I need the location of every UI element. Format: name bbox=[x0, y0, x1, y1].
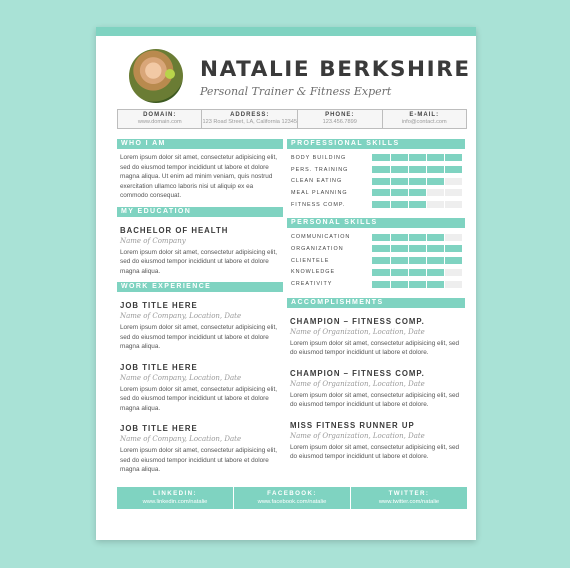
skill-bar-fill bbox=[372, 245, 462, 252]
skill-bar-divider bbox=[408, 201, 409, 208]
job-text: Lorem ipsum dolor sit amet, consectetur adipisicing elit, sed do eiusmod tempor incididunt ut labore et dolore magna aliqua. bbox=[120, 385, 277, 412]
skill-row bbox=[291, 164, 462, 176]
education-title: BACHELOR OF HEALTH bbox=[120, 225, 229, 235]
skill-name: CREATIVITY bbox=[291, 281, 333, 288]
skill-bar-fill bbox=[372, 201, 426, 208]
skill-row bbox=[291, 199, 462, 211]
social-label: LINKEDIN: bbox=[153, 490, 197, 497]
resume-name: NATALIE BERKSHIRE bbox=[200, 57, 471, 82]
accomplishment-title: CHAMPION – FITNESS COMP. bbox=[290, 316, 425, 326]
skill-bar-divider bbox=[408, 269, 409, 276]
skill-bar-divider bbox=[444, 281, 445, 288]
job-company: Name of Company, Location, Date bbox=[120, 373, 242, 382]
skill-bar-divider bbox=[390, 234, 391, 241]
section-heading-work: WORK EXPERIENCE bbox=[117, 282, 283, 292]
accomplishment-entry bbox=[287, 369, 465, 410]
accomplishment-text: Lorem ipsum dolor sit amet, consectetur adipisicing elit, sed do eiusmod tempor incididunt ut labore et dolore. bbox=[290, 443, 460, 461]
job-entry bbox=[117, 363, 283, 414]
skill-bar-fill bbox=[372, 189, 426, 196]
skill-bar-divider bbox=[390, 154, 391, 161]
social-link[interactable]: www.twitter.com/natalie bbox=[378, 499, 440, 505]
skill-bar bbox=[372, 257, 462, 264]
accomplishment-org: Name of Organization, Location, Date bbox=[290, 327, 425, 336]
skill-bar-divider bbox=[390, 281, 391, 288]
skill-name: CLIENTELE bbox=[291, 257, 330, 264]
skill-bar bbox=[372, 178, 462, 185]
skill-bar-fill bbox=[372, 257, 462, 264]
skill-row bbox=[291, 267, 462, 279]
social-linkedin[interactable] bbox=[117, 487, 233, 509]
social-link[interactable]: www.linkedin.com/natalie bbox=[142, 499, 208, 505]
skill-bar bbox=[372, 166, 462, 173]
skill-bar bbox=[372, 201, 462, 208]
skill-bar-divider bbox=[426, 257, 427, 264]
skill-bar bbox=[372, 269, 462, 276]
skill-name: PERS. TRAINING bbox=[291, 166, 349, 173]
section-heading-professional-skills: PROFESSIONAL SKILLS bbox=[287, 139, 465, 149]
accomplishments-list bbox=[287, 317, 465, 462]
resume-sheet bbox=[96, 27, 476, 540]
who-i-am-text: Lorem ipsum dolor sit amet, consectetur adipisicing elit, sed do eiusmod tempor incididunt ut labore et dolore magna aliqua. Ut enim ad minim veniam, quis nostrud exercitation ullamco laboris nisi ut aliquip ex ea commodo consequat. bbox=[120, 154, 277, 199]
info-value: info@contact.com bbox=[401, 119, 447, 125]
skill-name: FITNESS COMP. bbox=[291, 201, 346, 208]
social-label: FACEBOOK: bbox=[267, 490, 317, 497]
skill-bar-divider bbox=[390, 201, 391, 208]
skill-row bbox=[291, 175, 462, 187]
job-entry bbox=[117, 301, 283, 352]
skill-bar-divider bbox=[426, 245, 427, 252]
accomplishment-title: CHAMPION – FITNESS COMP. bbox=[290, 368, 425, 378]
skill-bar-divider bbox=[408, 234, 409, 241]
info-domain bbox=[118, 110, 202, 128]
skill-row bbox=[291, 243, 462, 255]
job-entry bbox=[117, 424, 283, 475]
skill-name: MEAL PLANNING bbox=[291, 189, 348, 196]
skill-bar-divider bbox=[390, 257, 391, 264]
skill-bar-divider bbox=[408, 281, 409, 288]
skill-bar-divider bbox=[408, 257, 409, 264]
skill-bar-divider bbox=[390, 166, 391, 173]
social-facebook[interactable] bbox=[234, 487, 350, 509]
skill-bar-divider bbox=[408, 189, 409, 196]
skill-name: ORGANIZATION bbox=[291, 245, 344, 252]
skill-row bbox=[291, 255, 462, 267]
personal-skills-list bbox=[287, 228, 465, 289]
skill-bar-divider bbox=[390, 269, 391, 276]
accomplishment-entry bbox=[287, 421, 465, 462]
skill-bar-divider bbox=[444, 269, 445, 276]
skill-bar-divider bbox=[426, 269, 427, 276]
top-accent-bar bbox=[96, 27, 476, 36]
skill-bar bbox=[372, 154, 462, 161]
job-company: Name of Company, Location, Date bbox=[120, 312, 242, 320]
section-heading-personal-skills: PERSONAL SKILLS bbox=[287, 218, 465, 228]
skill-name: COMMUNICATION bbox=[291, 234, 351, 241]
education-text: Lorem ipsum dolor sit amet, consectetur adipisicing elit, sed do eiusmod tempor incididunt ut labore et dolore magna aliqua. bbox=[120, 248, 277, 275]
info-phone bbox=[298, 110, 382, 128]
skill-bar-divider bbox=[426, 281, 427, 288]
skill-bar-divider bbox=[426, 234, 427, 241]
profile-photo bbox=[129, 49, 183, 103]
skill-bar-divider bbox=[408, 178, 409, 185]
skill-bar-divider bbox=[426, 178, 427, 185]
job-title: JOB TITLE HERE bbox=[120, 424, 198, 433]
education-company: Name of Company bbox=[120, 236, 186, 245]
job-company: Name of Company, Location, Date bbox=[120, 435, 242, 443]
skill-bar-divider bbox=[390, 189, 391, 196]
skill-bar-divider bbox=[444, 257, 445, 264]
info-label: DOMAIN: bbox=[143, 112, 177, 118]
skill-bar-divider bbox=[444, 178, 445, 185]
resume-subtitle: Personal Trainer & Fitness Expert bbox=[200, 85, 392, 98]
job-text: Lorem ipsum dolor sit amet, consectetur adipisicing elit, sed do eiusmod tempor incididunt ut labore et dolore magna aliqua. bbox=[120, 447, 277, 473]
info-label: E-MAIL: bbox=[409, 112, 440, 118]
skill-bar-divider bbox=[444, 234, 445, 241]
section-heading-who-i-am: WHO I AM bbox=[117, 139, 283, 149]
social-twitter[interactable] bbox=[351, 487, 467, 509]
skill-bar-divider bbox=[444, 245, 445, 252]
contact-info-bar bbox=[117, 109, 467, 129]
social-link[interactable]: www.facebook.com/natalie bbox=[257, 499, 327, 505]
section-heading-education: MY EDUCATION bbox=[117, 207, 283, 217]
skill-bar-divider bbox=[408, 154, 409, 161]
skill-row bbox=[291, 187, 462, 199]
skill-row bbox=[291, 231, 462, 243]
skill-bar-divider bbox=[408, 166, 409, 173]
skill-bar-divider bbox=[444, 154, 445, 161]
skill-name: BODY BUILDING bbox=[291, 154, 347, 161]
skill-bar-divider bbox=[426, 201, 427, 208]
accomplishment-org: Name of Organization, Location, Date bbox=[290, 379, 425, 388]
skill-bar-divider bbox=[444, 166, 445, 173]
skill-bar-fill bbox=[372, 154, 462, 161]
job-title: JOB TITLE HERE bbox=[120, 301, 198, 310]
accomplishment-text: Lorem ipsum dolor sit amet, consectetur adipisicing elit, sed do eiusmod tempor incididunt ut labore et dolore. bbox=[290, 339, 460, 357]
right-column bbox=[287, 139, 465, 462]
skill-row bbox=[291, 152, 462, 164]
skill-row bbox=[291, 278, 462, 290]
accomplishment-title: MISS FITNESS RUNNER UP bbox=[290, 420, 415, 430]
skill-bar-divider bbox=[444, 189, 445, 196]
info-value: www.domain.com bbox=[137, 119, 182, 125]
info-value: 123 Road Street, LA, California 12345 bbox=[202, 119, 298, 125]
job-title: JOB TITLE HERE bbox=[120, 362, 198, 372]
education-entry bbox=[117, 226, 283, 277]
skill-name: KNOWLEDGE bbox=[291, 269, 336, 276]
info-address bbox=[202, 110, 298, 128]
info-email bbox=[383, 110, 466, 128]
social-footer bbox=[117, 487, 467, 509]
apple-graphic bbox=[165, 69, 175, 79]
professional-skills-list bbox=[287, 149, 465, 210]
skill-bar-divider bbox=[390, 178, 391, 185]
skill-bar-divider bbox=[408, 245, 409, 252]
job-text: Lorem ipsum dolor sit amet, consectetur adipisicing elit, sed do eiusmod tempor incididunt ut labore et dolore magna aliqua. bbox=[120, 324, 277, 350]
info-value: 123.456.7899 bbox=[322, 119, 357, 125]
left-column bbox=[117, 139, 283, 475]
info-label: PHONE: bbox=[325, 112, 355, 118]
social-label: TWITTER: bbox=[388, 490, 430, 497]
skill-name: CLEAN EATING bbox=[291, 178, 343, 185]
accomplishment-text: Lorem ipsum dolor sit amet, consectetur adipisicing elit, sed do eiusmod tempor incididunt ut labore et dolore. bbox=[290, 391, 460, 409]
skill-bar-divider bbox=[444, 201, 445, 208]
skill-bar bbox=[372, 234, 462, 241]
skill-bar bbox=[372, 281, 462, 288]
section-heading-accomplishments: ACCOMPLISHMENTS bbox=[287, 298, 465, 308]
skill-bar bbox=[372, 189, 462, 196]
skill-bar-divider bbox=[426, 154, 427, 161]
skill-bar-divider bbox=[390, 245, 391, 252]
info-label: ADDRESS: bbox=[230, 112, 270, 118]
skill-bar-fill bbox=[372, 166, 462, 173]
skill-bar-divider bbox=[426, 189, 427, 196]
accomplishment-entry bbox=[287, 317, 465, 358]
accomplishment-org: Name of Organization, Location, Date bbox=[290, 431, 425, 440]
skill-bar bbox=[372, 245, 462, 252]
skill-bar-divider bbox=[426, 166, 427, 173]
